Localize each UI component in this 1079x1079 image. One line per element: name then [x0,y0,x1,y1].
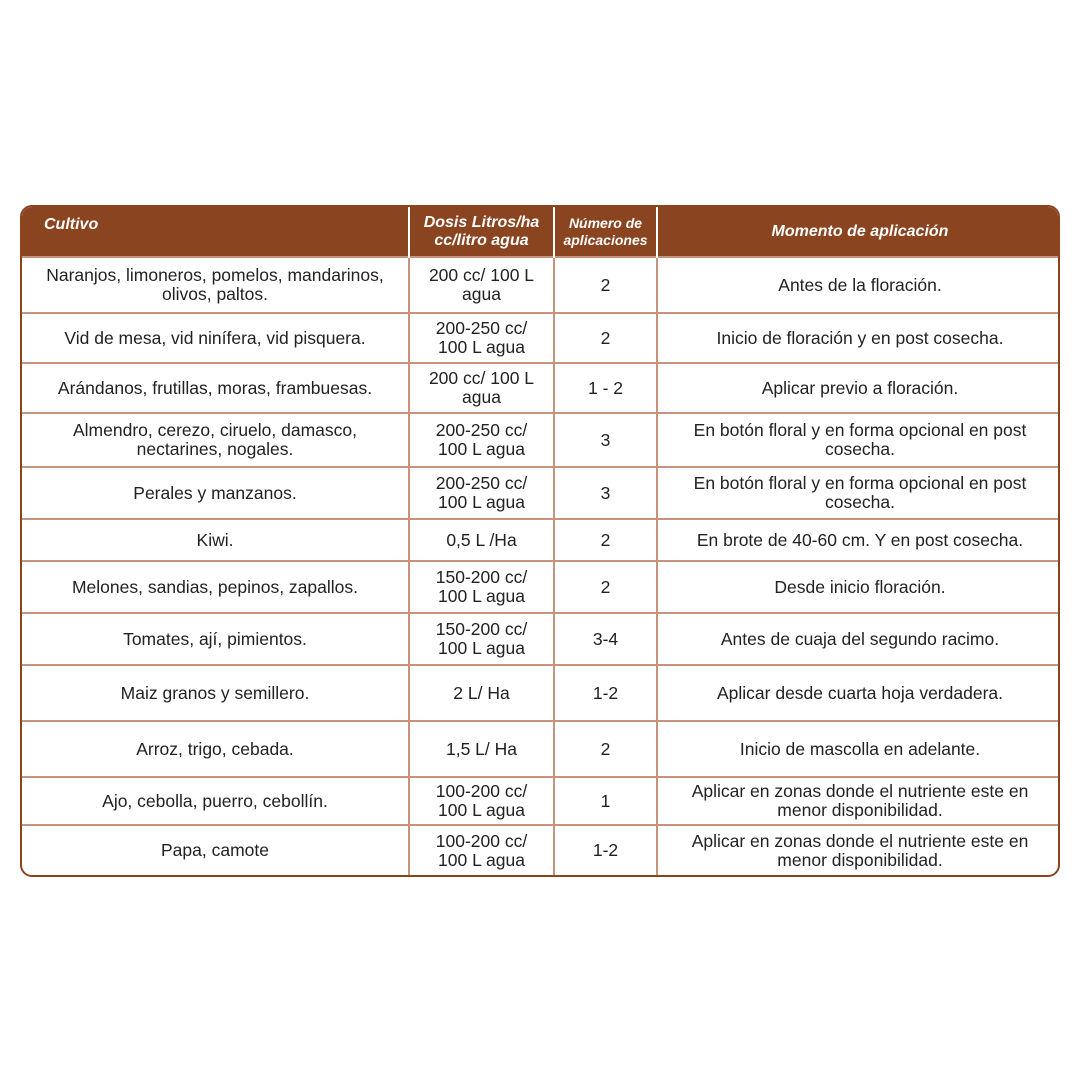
table-body [22,257,1060,875]
application-table-container [20,205,1060,877]
cell-dosis: 200 cc/ 100 L agua [409,257,554,313]
table-row [22,313,1060,363]
cell-cultivo: Arroz, trigo, cebada. [22,721,409,777]
table-row [22,825,1060,875]
cell-dosis: 1,5 L/ Ha [409,721,554,777]
cell-cultivo: Maiz granos y semillero. [22,665,409,721]
cell-momento: En botón floral y en forma opcional en post cosecha. [657,413,1060,467]
cell-momento: Antes de cuaja del segundo racimo. [657,613,1060,665]
table-row [22,467,1060,519]
cell-numero: 3 [554,413,657,467]
cell-cultivo: Kiwi. [22,519,409,561]
cell-numero: 1-2 [554,825,657,875]
header-momento: Momento de aplicación [657,207,1060,257]
cell-dosis: 200-250 cc/ 100 L agua [409,413,554,467]
table-row [22,665,1060,721]
table-row [22,519,1060,561]
cell-numero: 2 [554,561,657,613]
cell-cultivo: Tomates, ají, pimientos. [22,613,409,665]
cell-numero: 1 - 2 [554,363,657,413]
cell-dosis: 0,5 L /Ha [409,519,554,561]
cell-numero: 3-4 [554,613,657,665]
table-row [22,363,1060,413]
table-row [22,613,1060,665]
cell-numero: 2 [554,721,657,777]
table-row [22,561,1060,613]
table-row [22,413,1060,467]
header-numero: Número de aplicaciones [554,207,657,257]
cell-cultivo: Perales y manzanos. [22,467,409,519]
cell-cultivo: Ajo, cebolla, puerro, cebollín. [22,777,409,825]
cell-momento: Inicio de floración y en post cosecha. [657,313,1060,363]
cell-momento: Inicio de mascolla en adelante. [657,721,1060,777]
table-row [22,721,1060,777]
table-row [22,777,1060,825]
cell-cultivo: Arándanos, frutillas, moras, frambuesas. [22,363,409,413]
cell-dosis: 200-250 cc/ 100 L agua [409,313,554,363]
cell-cultivo: Vid de mesa, vid ninífera, vid pisquera. [22,313,409,363]
table-header-row [22,207,1060,257]
cell-numero: 3 [554,467,657,519]
cell-cultivo: Almendro, cerezo, ciruelo, damasco, nectarines, nogales. [22,413,409,467]
application-table [22,207,1060,875]
cell-dosis: 100-200 cc/ 100 L agua [409,777,554,825]
cell-momento: Antes de la floración. [657,257,1060,313]
cell-numero: 2 [554,313,657,363]
cell-numero: 1-2 [554,665,657,721]
cell-cultivo: Papa, camote [22,825,409,875]
cell-dosis: 200 cc/ 100 L agua [409,363,554,413]
cell-momento: En botón floral y en forma opcional en post cosecha. [657,467,1060,519]
header-dosis: Dosis Litros/ha cc/litro agua [409,207,554,257]
cell-numero: 2 [554,257,657,313]
table-row [22,257,1060,313]
cell-momento: Aplicar previo a floración. [657,363,1060,413]
cell-dosis: 2 L/ Ha [409,665,554,721]
cell-momento: Aplicar en zonas donde el nutriente este en menor disponibilidad. [657,777,1060,825]
cell-cultivo: Naranjos, limoneros, pomelos, mandarinos, olivos, paltos. [22,257,409,313]
cell-momento: En brote de 40-60 cm. Y en post cosecha. [657,519,1060,561]
cell-momento: Aplicar en zonas donde el nutriente este en menor disponibilidad. [657,825,1060,875]
cell-dosis: 200-250 cc/ 100 L agua [409,467,554,519]
cell-dosis: 150-200 cc/ 100 L agua [409,613,554,665]
cell-momento: Desde inicio floración. [657,561,1060,613]
cell-momento: Aplicar desde cuarta hoja verdadera. [657,665,1060,721]
cell-dosis: 100-200 cc/ 100 L agua [409,825,554,875]
cell-numero: 1 [554,777,657,825]
cell-cultivo: Melones, sandias, pepinos, zapallos. [22,561,409,613]
header-cultivo: Cultivo [44,216,99,233]
cell-dosis: 150-200 cc/ 100 L agua [409,561,554,613]
cell-numero: 2 [554,519,657,561]
